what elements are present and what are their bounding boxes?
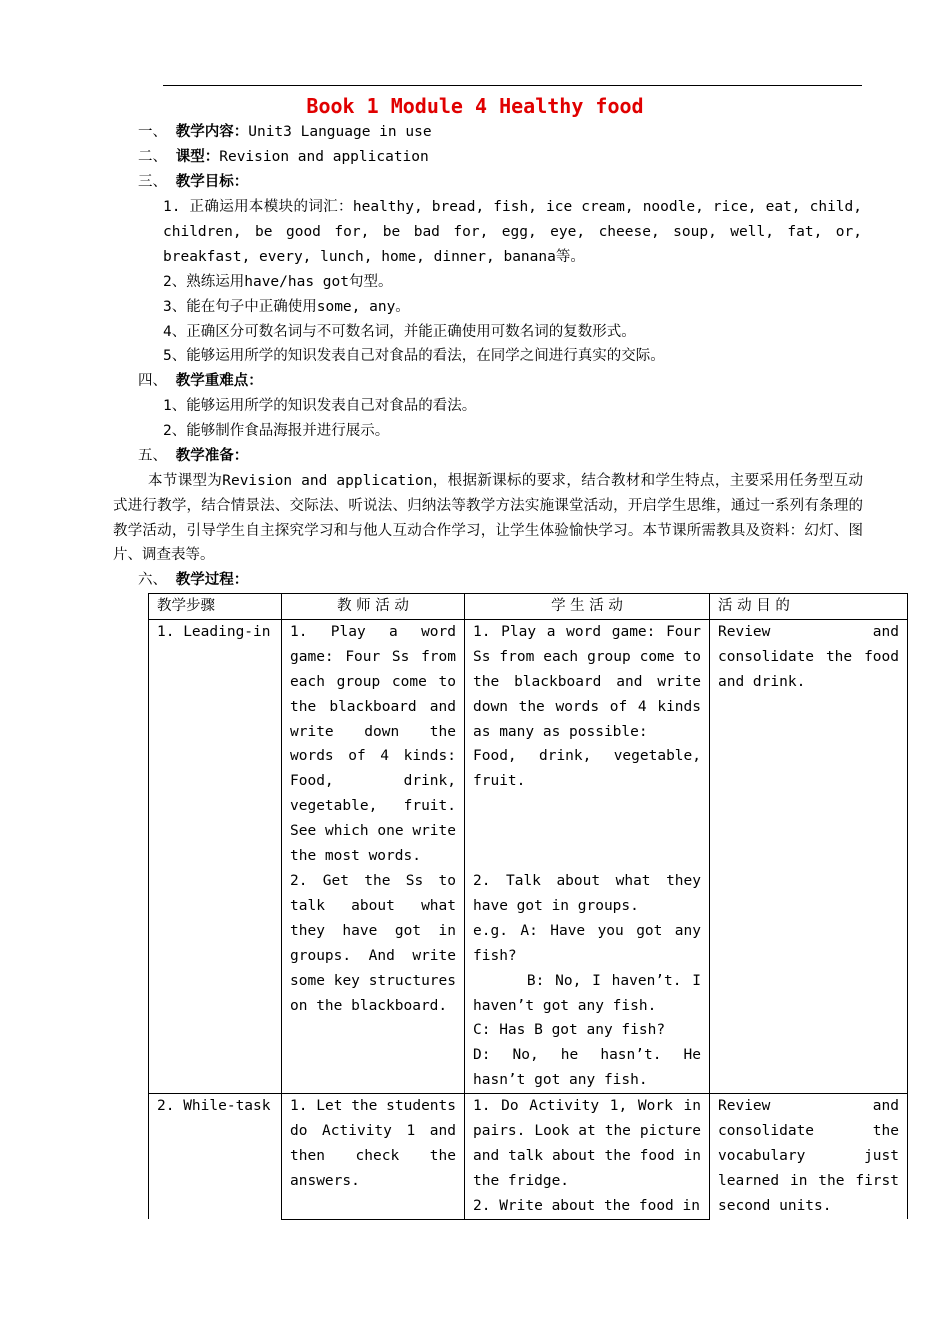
header-student: 学 生 活 动 (465, 594, 710, 620)
section-process (138, 568, 248, 593)
section-objectives (138, 170, 248, 195)
section-key-points (138, 369, 263, 394)
objective-3: 3、能在句子中正确使用some, any。 (163, 299, 410, 315)
section-objectives-label: 教学目标： (175, 174, 249, 190)
process-table (148, 593, 908, 1220)
table-header-row (149, 594, 908, 620)
section-content-label: 教学内容： (175, 124, 249, 140)
row2-step: 2. While-task (149, 1094, 282, 1220)
header-purpose: 活 动 目 的 (710, 594, 908, 620)
objective-2: 2、熟练运用have/has got句型。 (163, 274, 393, 290)
section-content-value: Unit3 Language in use (248, 124, 432, 140)
page-title: Book 1 Module 4 Healthy food (306, 94, 644, 118)
row1-purpose: Review and consolidate the food and drink. (710, 619, 908, 1093)
section-objectives-num: 三、 (138, 174, 167, 190)
key-point-1: 1、能够运用所学的知识发表自己对食品的看法。 (163, 398, 477, 414)
section-content (138, 120, 432, 145)
row2-student: 1. Do Activity 1, Work in pairs. Look at the picture and talk about the food in the fridge. 2. Write about the food in (465, 1094, 710, 1220)
row1-teacher: 1. Play a word game: Four Ss from each group come to the blackboard and write down the words of 4 kinds: Food, drink, vegetable, fruit. See which one write the most words. 2. Get the Ss to talk about what they have got in groups. And write some key structures on the blackboard. (282, 619, 465, 1093)
header-step: 教学步骤 (149, 594, 282, 620)
section-process-label: 教学过程： (175, 572, 249, 588)
section-key-points-label: 教学重难点： (175, 373, 263, 389)
objective-5: 5、能够运用所学的知识发表自己对食品的看法，在同学之间进行真实的交际。 (163, 348, 665, 364)
section-type-value: Revision and application (219, 149, 429, 165)
objective-4: 4、正确区分可数名词与不可数名词，并能正确使用可数名词的复数形式。 (163, 324, 636, 340)
section-type (138, 145, 429, 170)
section-type-label: 课型： (175, 149, 220, 165)
row2-purpose: Review and consolidate the vocabulary just learned in the first second units. (710, 1094, 908, 1220)
section-key-points-num: 四、 (138, 373, 167, 389)
preparation-paragraph: 本节课型为Revision and application，根据新课标的要求，结合教材和学生特点，主要采用任务型互动式进行教学，结合情景法、交际法、听说法、归纳法等教学方法实施课堂活动，开启学生思维，通过一系列有条理的教学活动，引导学生自主探究学习和与他人互动合作学习，让学生体验愉快学习。本节课所需教具及资料：幻灯、图片、调查表等。 (113, 473, 863, 564)
row1-step: 1. Leading-in (149, 619, 282, 1093)
section-preparation-num: 五、 (138, 448, 167, 464)
section-preparation (138, 444, 248, 469)
section-type-num: 二、 (138, 149, 167, 165)
section-preparation-label: 教学准备： (175, 448, 249, 464)
table-row (149, 619, 908, 1093)
objective-1: 1. 正确运用本模块的词汇：healthy, bread, fish, ice cream, noodle, rice, eat, child, children, be good for, be bad for, egg, eye, cheese, soup, well, fat, or, breakfast, every, lunch, home, dinner, banana等。 (163, 199, 862, 265)
table-row (149, 1094, 908, 1220)
header-teacher: 教 师 活 动 (282, 594, 465, 620)
section-process-num: 六、 (138, 572, 167, 588)
section-content-num: 一、 (138, 124, 167, 140)
row1-student: 1. Play a word game: Four Ss from each group come to the blackboard and write down the words of 4 kinds as many as possible: Food, drink, vegetable, fruit. 2. Talk about what they have got in groups. e.g. A: Have you got any fish? B: No, I haven’t. I haven’t got any fish. C: Has B got any fish? D: No, he hasn’t. He hasn’t got any fish. (465, 619, 710, 1093)
key-point-2: 2、能够制作食品海报并进行展示。 (163, 423, 390, 439)
header-rule (163, 85, 862, 86)
row2-teacher: 1. Let the students do Activity 1 and then check the answers. (282, 1094, 465, 1220)
